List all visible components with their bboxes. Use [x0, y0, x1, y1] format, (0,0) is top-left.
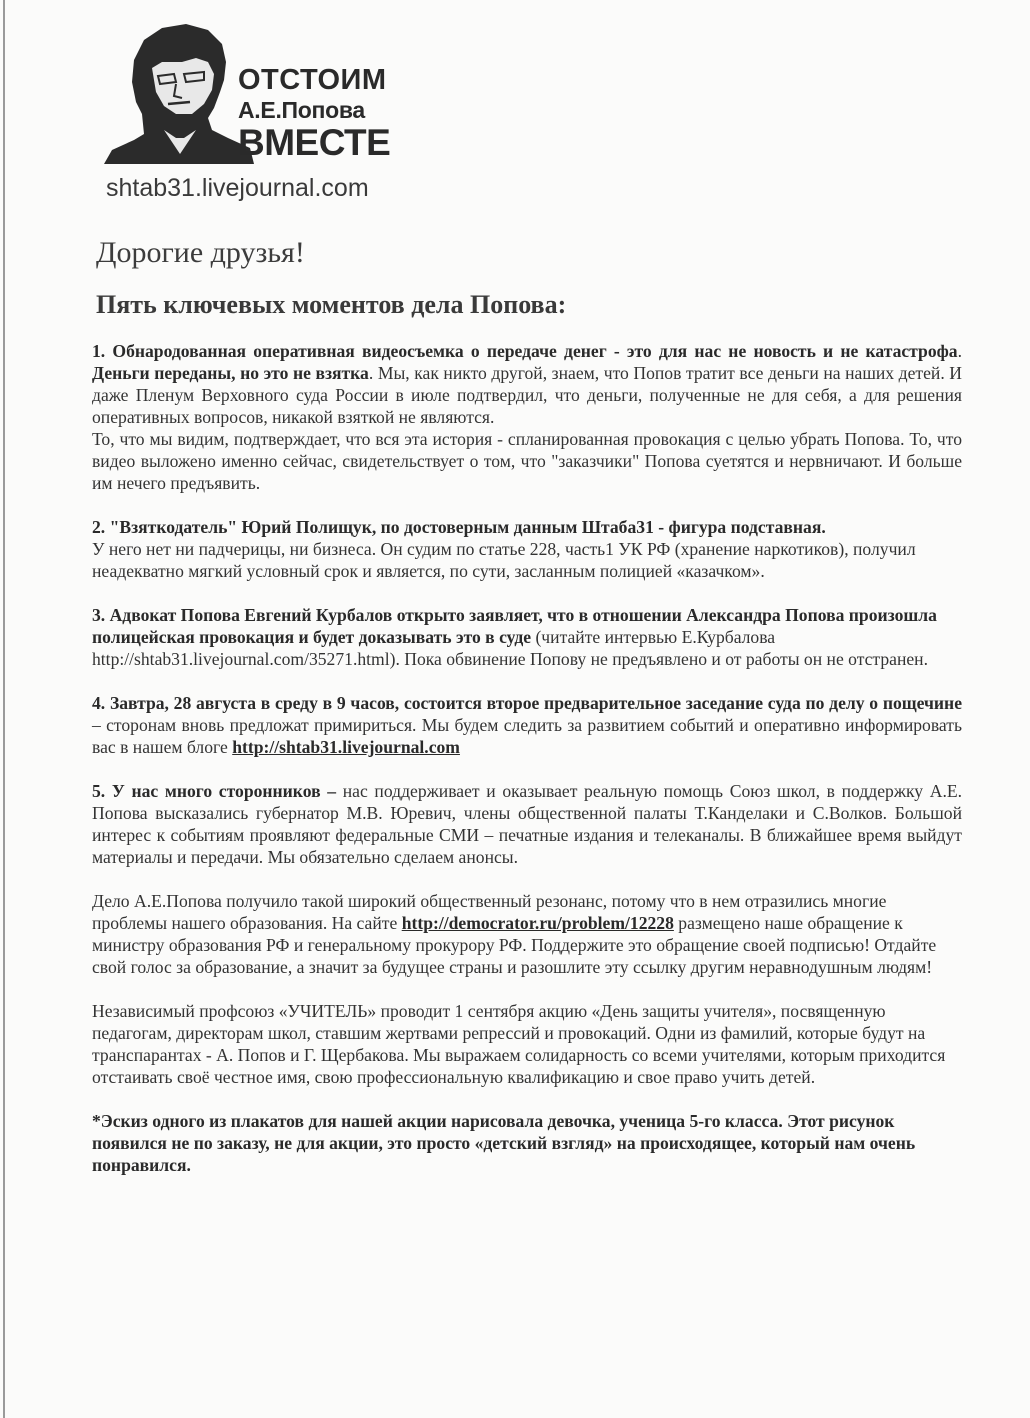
section-title: Пять ключевых моментов дела Попова: — [96, 290, 567, 319]
greeting: Дорогие друзья! — [96, 236, 305, 269]
point-5 — [92, 780, 962, 868]
resonance-text-after: размещено наше обращение к министру образования РФ и генеральному прокурору РФ. Поддержите это обращение своей подписью! Отдайте свой голос за образование, а значит за будущее страны и разошлите эту ссылку другим неравнодушным людям! — [92, 913, 937, 977]
slogan-line-1: ОТСТОИМ — [238, 64, 387, 96]
point-1 — [92, 340, 962, 494]
point-4-text: – сторонам вновь предложат примириться. Мы будем следить за развитием событий и оперативно информировать вас в нашем блоге — [92, 715, 962, 757]
point-5-bold: 5. У нас много сторонников – — [92, 781, 337, 801]
slogan-line-2: А.Е.Попова — [238, 97, 365, 123]
campaign-header — [100, 22, 410, 212]
point-1-bold: 1. Обнародованная оперативная видеосъемка о передаче денег - это для нас не новость и не катастрофа — [92, 341, 958, 361]
point-1-text-2: То, что мы видим, подтверждает, что вся эта история - спланированная провокация с целью убрать Попова. То, что видео выложено именно сейчас, свидетельствует о том, что "заказчики" Попова суетятся и нервничают. И больше им нечего предъявить. — [92, 429, 962, 493]
point-4 — [92, 692, 962, 758]
point-1-bold-2: Деньги переданы, но это не взятка — [92, 363, 369, 383]
point-2 — [92, 516, 962, 582]
resonance-paragraph — [92, 890, 962, 978]
point-3-text: (читайте интервью Е.Курбалова http://shtab31.livejournal.com/35271.html). Пока обвинение Попову не предъявлено и от работы он не отстранен. — [92, 627, 928, 669]
point-2-text: У него нет ни падчерицы, ни бизнеса. Он судим по статье 228, часть1 УК РФ (хранение наркотиков), получил неадекватно мягкий условный срок и является, по сути, засланным полицией «казачком». — [92, 539, 916, 581]
slogan — [238, 66, 390, 161]
blog-link[interactable]: http://shtab31.livejournal.com — [232, 737, 460, 757]
footnote: *Эскиз одного из плакатов для нашей акции нарисовала девочка, ученица 5-го класса. Этот рисунок появился не по заказу, не для акции, это просто «детский взгляд» на происходящее, который нам очень понравился. — [92, 1111, 916, 1175]
point-5-text: нас поддерживает и оказывает реальную помощь Союз школ, в поддержку А.Е. Попова высказались губернатор М.В. Юревич, члены общественной палаты Т.Канделаки и С.Волков. Большой интерес к событиям проявляют федеральные СМИ – печатные издания и телеканалы. В ближайшее время выйдут материалы и передачи. Мы обязательно сделаем анонсы. — [92, 781, 962, 867]
point-1-sep: . — [957, 341, 962, 361]
scan-edge-line — [3, 0, 5, 1418]
site-url: shtab31.livejournal.com — [106, 174, 369, 202]
portrait-illustration-icon — [104, 22, 254, 164]
point-3 — [92, 604, 962, 670]
point-1-text: . Мы, как никто другой, знаем, что Попов тратит все деньги на наших детей. И даже Пленум Верховного суда России в июле подтвердил, что деньги, полученные не для себя, а для решения оперативных вопросов, никакой взяткой не являются. — [92, 363, 963, 427]
resonance-text-before: Дело А.Е.Попова получило такой широкий общественный резонанс, потому что в нем отразились многие проблемы нашего образования. На сайте — [92, 891, 887, 933]
union-paragraph: Независимый профсоюз «УЧИТЕЛЬ» проводит 1 сентября акцию «День защиты учителя», посвященную педагогам, директорам школ, ставшим жертвами репрессий и провокаций. Одни из фамилий, которые будут на транспарантах - А. Попов и Г. Щербакова. Мы выражаем солидарность со всеми учителями, которым приходится отстаивать своё честное имя, свою профессиональную квалификацию и свое право учить детей. — [92, 1001, 946, 1087]
point-2-bold: 2. "Взяткодатель" Юрий Полищук, по достоверным данным Штаба31 - фигура подставная. — [92, 517, 826, 537]
slogan-line-3: ВМЕСТЕ — [238, 122, 391, 163]
democrator-link[interactable]: http://democrator.ru/problem/12228 — [401, 913, 674, 933]
letter-body — [92, 236, 962, 1198]
point-3-bold: 3. Адвокат Попова Евгений Курбалов открыто заявляет, что в отношении Александра Попова произошла полицейская провокация и будет доказывать это в суде — [92, 605, 937, 647]
point-4-bold: 4. Завтра, 28 августа в среду в 9 часов, состоится второе предварительное заседание суда по делу о пощечине — [92, 693, 962, 713]
